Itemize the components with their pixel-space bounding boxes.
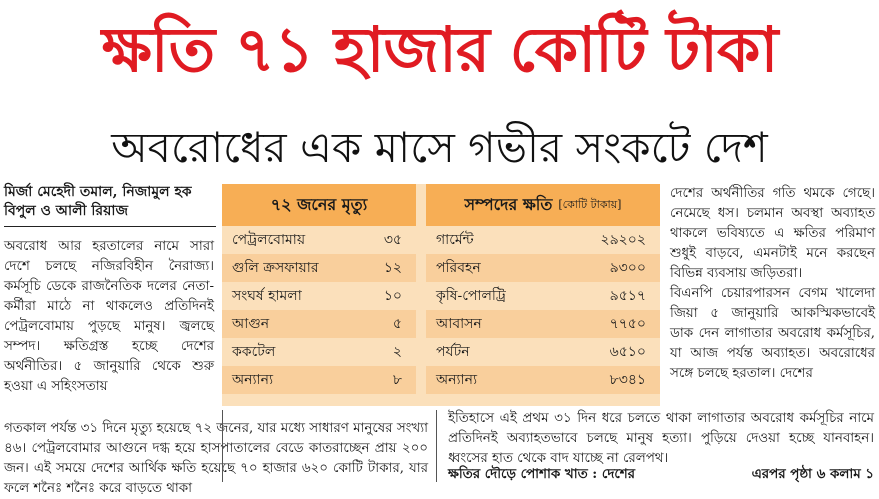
article-column-right xyxy=(670,184,875,384)
subsection-lead: ক্ষতির দৌড়ে পোশাক খাত : দেশের xyxy=(448,466,636,482)
table-row: কৃষি-পোলট্রি ৯৫১৭ xyxy=(436,288,646,304)
article-paragraph: ইতিহাসে এই প্রথম ৩১ দিন ধরে চলতে থাকা লাগাতার অবরোধ কর্মসূচির নামে প্রতিদিনই অব্যাহতভাবে চলছে মানুষ হত্যা। পুড়িয়ে দেওয়া হচ্ছে যানবাহন। ধ্বংসের হাত থেকে বাদ যাচ্ছে না রেলপথ। xyxy=(448,411,874,466)
continued-note: এরপর পৃষ্ঠা ৬ কলাম ১ xyxy=(751,466,874,482)
article-column-bottom-right xyxy=(448,409,874,469)
article-footer xyxy=(448,464,874,484)
table-row: আগুন ৫ xyxy=(222,310,416,338)
deaths-table-title: ৭২ জনের মৃত্যু xyxy=(222,184,416,226)
table-row: সংঘর্ষ হামলা ১০ xyxy=(232,288,402,304)
table-row: পেট্রলবোমায় ৩৫ xyxy=(232,232,402,248)
table-row: গুলি ক্রসফায়ার ১২ xyxy=(222,254,416,282)
table-row: অন্যান্য ৮ xyxy=(222,366,416,394)
subheadline: অবরোধের এক মাসে গভীর সংকটে দেশ xyxy=(111,123,768,172)
byline-line-2: বিপুল ও আলী রিয়াজ xyxy=(4,203,128,219)
deaths-table xyxy=(222,184,416,394)
column-divider xyxy=(436,410,437,482)
byline-line-1: মির্জা মেহেদী তমাল, নিজামুল হক xyxy=(4,184,192,200)
byline-divider xyxy=(4,226,216,227)
table-row: অন্যান্য ৮৩৪১ xyxy=(426,366,660,394)
article-paragraph: অবরোধ আর হরতালের নামে সারা দেশে চলছে নজিরবিহীন নৈরাজ্য। কর্মসূচি ডেকে রাজনৈতিক দলের নেতা-কর্মীরা মাঠে না থাকলেও প্রতিদিনই পেট্রলবোমায় পুড়ছে মানুষ। জ্বলছে সম্পদ। ক্ষতিগ্রস্ত হচ্ছে দেশের অর্থনীতির। ৫ জানুয়ারি থেকে শুরু হওয়া এ সহিংসতায় xyxy=(4,239,214,394)
table-row: ককটেল ২ xyxy=(232,344,402,360)
stats-box xyxy=(222,184,660,406)
article-paragraph: দেশের অর্থনীতির গতি থমকে গেছে। নেমেছে ধস। চলমান অবস্থা অব্যাহত থাকলে ভবিষ্যতে এ ক্ষতির পরিমাণ শুধুই বাড়বে, এমনটাই মনে করছেন বিভিন্ন ব্যবসায় জড়িতরা। xyxy=(670,186,875,281)
loss-table xyxy=(426,184,660,394)
loss-table-title: সম্পদের ক্ষতি [কোটি টাকায়] xyxy=(426,184,660,226)
headline: ক্ষতি ৭১ হাজার কোটি টাকা xyxy=(101,13,778,86)
column-divider xyxy=(222,410,223,482)
byline xyxy=(4,183,216,221)
article-column-bottom-left xyxy=(4,419,428,499)
table-row: পর্যটন ৬৫১০ xyxy=(436,344,646,360)
table-row: আবাসন ৭৭৫০ xyxy=(426,310,660,338)
table-row: পরিবহন ৯৩০০ xyxy=(426,254,660,282)
article-paragraph: বিএনপি চেয়ারপারসন বেগম খালেদা জিয়া ৫ জানুয়ারি আকস্মিকভাবেই ডাক দেন লাগাতার অবরোধ কর্মসূচির, যা আজ পর্যন্ত অব্যাহত। অবরোধের সঙ্গে চলছে হরতাল। দেশের xyxy=(670,286,875,381)
loss-table-unit: [কোটি টাকায়] xyxy=(558,197,622,211)
article-column-left xyxy=(4,237,214,397)
article-paragraph: গতকাল পর্যন্ত ৩১ দিনে মৃত্যু হয়েছে ৭২ জনের, যার মধ্যে সাধারণ মানুষের সংখ্যা ৪৬। পেট্রলবোমার আগুনে দগ্ধ হয়ে হাসপাতালের বেডে কাতরাচ্ছেন প্রায় ২০০ জন। এই সময়ে দেশের আর্থিক ক্ষতি হয়েছে ৭০ হাজার ৬২০ কোটি টাকার, যার ফলে শনৈঃ শনৈঃ করে বাড়তে থাকা xyxy=(4,421,428,496)
table-row: গার্মেন্ট ২৯২০২ xyxy=(436,232,646,248)
